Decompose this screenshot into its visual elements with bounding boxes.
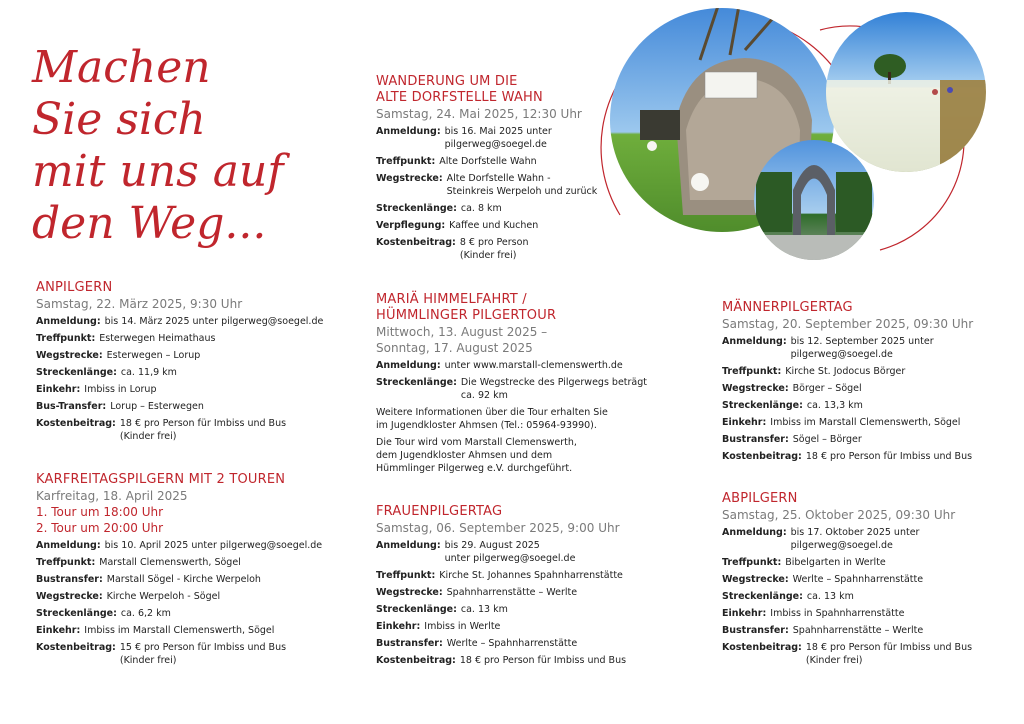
detail-label: Einkehr:: [722, 608, 767, 619]
detail-row: [376, 620, 676, 633]
headline-line: mit uns auf: [32, 146, 284, 197]
detail-row: [722, 399, 1012, 412]
tour-time: 1. Tour um 18:00 Uhr: [36, 505, 164, 519]
detail-row: [376, 236, 616, 262]
info-paragraph: [376, 436, 666, 475]
event-title: MÄNNERPILGERTAG: [722, 300, 853, 315]
detail-row: [36, 590, 346, 603]
event-title: ANPILGERN: [36, 280, 113, 295]
detail-row: [376, 155, 616, 168]
detail-row: [36, 417, 336, 443]
detail-label: Wegstrecke:: [722, 383, 789, 394]
detail-row: [36, 624, 346, 637]
detail-label: Streckenlänge:: [376, 203, 457, 214]
detail-value: bis 14. März 2025 unter pilgerweg@soegel.de: [104, 316, 324, 327]
detail-row: [36, 539, 346, 552]
detail-label: Streckenlänge:: [722, 400, 803, 411]
detail-label: Bustransfer:: [722, 434, 789, 445]
detail-value: Marstall Sögel - Kirche Werpeloh: [106, 574, 261, 585]
event-date: Samstag, 06. September 2025, 9:00 Uhr: [376, 521, 620, 535]
detail-value: Esterwegen – Lorup: [106, 350, 201, 361]
detail-label: Streckenlänge:: [376, 377, 457, 388]
detail-row: [722, 382, 1012, 395]
detail-value: ca. 13 km: [460, 604, 508, 615]
detail-row: [722, 365, 1012, 378]
info-line: Die Tour wird vom Marstall Clemenswerth,: [376, 437, 577, 448]
detail-label: Treffpunkt:: [376, 570, 436, 581]
detail-value: Börger – Sögel: [792, 383, 862, 394]
detail-value: Imbiss in Werlte: [424, 621, 501, 632]
event-frauen: [376, 504, 676, 671]
detail-label: Streckenlänge:: [36, 608, 117, 619]
event-date: Samstag, 22. März 2025, 9:30 Uhr: [36, 297, 243, 311]
detail-row: [36, 556, 346, 569]
detail-label: Bustransfer:: [722, 625, 789, 636]
detail-label: Treffpunkt:: [722, 557, 782, 568]
detail-row: [376, 172, 616, 198]
event-title: HÜMMLINGER PILGERTOUR: [376, 308, 557, 323]
detail-value: Kaffee und Kuchen: [449, 220, 539, 231]
detail-value: 15 € pro Person für Imbiss und Bus: [119, 642, 287, 653]
detail-row: [376, 654, 676, 667]
info-line: dem Jugendkloster Ahmsen und dem: [376, 450, 553, 461]
detail-label: Anmeldung:: [722, 336, 787, 347]
detail-row: [722, 624, 1012, 637]
detail-label: Wegstrecke:: [722, 574, 789, 585]
red-arc-right: [820, 26, 964, 250]
detail-value: 8 € pro Person: [459, 237, 529, 248]
detail-row: [722, 450, 1012, 463]
detail-value: Imbiss in Lorup: [84, 384, 157, 395]
event-date: Karfreitag, 18. April 2025: [36, 489, 188, 503]
detail-row: [376, 539, 676, 565]
info-line: Weitere Informationen über die Tour erhalten Sie: [376, 407, 608, 418]
detail-value: Werlte – Spahnharrenstätte: [792, 574, 924, 585]
detail-row: [722, 526, 1012, 552]
detail-label: Kostenbeitrag:: [376, 237, 456, 248]
headline-line: Sie sich: [32, 94, 206, 145]
detail-row: [722, 590, 1012, 603]
detail-value: Alte Dorfstelle Wahn -: [446, 173, 551, 184]
detail-row: [722, 573, 1012, 586]
detail-label: Kostenbeitrag:: [36, 418, 116, 429]
detail-value: 18 € pro Person für Imbiss und Bus: [119, 418, 287, 429]
detail-value: pilgerweg@soegel.de: [444, 139, 547, 150]
detail-value: Kirche St. Jodocus Börger: [785, 366, 906, 377]
headline-line: Machen: [32, 42, 211, 93]
detail-row: [376, 603, 676, 616]
detail-value: Die Wegstrecke des Pilgerwegs beträgt: [460, 377, 648, 388]
detail-row: [376, 219, 616, 232]
detail-row: [722, 607, 1012, 620]
event-title: FRAUENPILGERTAG: [376, 504, 503, 519]
detail-row: [722, 433, 1012, 446]
event-wahn: [376, 74, 616, 266]
headline: [32, 42, 332, 250]
red-arc-left: [601, 18, 842, 215]
detail-value: (Kinder frei): [119, 431, 177, 442]
detail-value: Spahnharrenstätte – Werlte: [446, 587, 578, 598]
event-title: MARIÄ HIMMELFAHRT /: [376, 292, 527, 307]
detail-label: Verpflegung:: [376, 220, 446, 231]
detail-row: [36, 400, 336, 413]
detail-label: Wegstrecke:: [36, 350, 103, 361]
info-line: Hümmlinger Pilgerweg e.V. durchgeführt.: [376, 463, 573, 474]
detail-value: Kirche Werpeloh - Sögel: [106, 591, 221, 602]
detail-value: ca. 13,3 km: [806, 400, 863, 411]
detail-value: bis 10. April 2025 unter pilgerweg@soegel.de: [104, 540, 323, 551]
detail-label: Kostenbeitrag:: [36, 642, 116, 653]
event-karfreitag: [36, 472, 346, 671]
event-anpilgern: [36, 280, 336, 447]
detail-value: 18 € pro Person für Imbiss und Bus: [805, 451, 973, 462]
detail-label: Streckenlänge:: [376, 604, 457, 615]
event-himmelfahrt: [376, 292, 666, 479]
detail-label: Wegstrecke:: [36, 591, 103, 602]
info-paragraph: [376, 406, 666, 432]
detail-value: Imbiss in Spahnharrenstätte: [770, 608, 905, 619]
detail-value: ca. 8 km: [460, 203, 502, 214]
detail-value: Imbiss im Marstall Clemenswerth, Sögel: [770, 417, 961, 428]
detail-label: Wegstrecke:: [376, 587, 443, 598]
detail-row: [722, 556, 1012, 569]
detail-value: (Kinder frei): [459, 250, 517, 261]
detail-label: Anmeldung:: [36, 540, 101, 551]
event-date: Samstag, 24. Mai 2025, 12:30 Uhr: [376, 107, 582, 121]
detail-row: [376, 569, 676, 582]
detail-label: Kostenbeitrag:: [722, 451, 802, 462]
headline-line: den Weg...: [32, 198, 267, 249]
detail-value: Imbiss im Marstall Clemenswerth, Sögel: [84, 625, 275, 636]
detail-label: Anmeldung:: [376, 540, 441, 551]
gothic-arch-photo: [750, 135, 880, 265]
tour-time: 2. Tour um 20:00 Uhr: [36, 521, 164, 535]
detail-value: Spahnharrenstätte – Werlte: [792, 625, 924, 636]
detail-row: [376, 202, 616, 215]
detail-label: Anmeldung:: [722, 527, 787, 538]
detail-row: [36, 573, 346, 586]
detail-value: (Kinder frei): [805, 655, 863, 666]
detail-label: Einkehr:: [722, 417, 767, 428]
detail-row: [722, 416, 1012, 429]
event-title: ALTE DORFSTELLE WAHN: [376, 90, 543, 105]
detail-value: Marstall Clemenswerth, Sögel: [99, 557, 241, 568]
detail-row: [722, 641, 1012, 667]
detail-value: bis 12. September 2025 unter: [790, 336, 934, 347]
flower-meadow-photo: [820, 10, 990, 180]
detail-value: Steinkreis Werpeloh und zurück: [446, 186, 598, 197]
detail-value: ca. 13 km: [806, 591, 854, 602]
detail-label: Anmeldung:: [376, 126, 441, 137]
detail-row: [36, 607, 346, 620]
detail-value: bis 29. August 2025: [444, 540, 540, 551]
detail-value: 18 € pro Person für Imbiss und Bus: [459, 655, 627, 666]
event-abpilgern: [722, 491, 1012, 671]
detail-value: ca. 92 km: [460, 390, 508, 401]
detail-row: [376, 376, 666, 402]
detail-value: 18 € pro Person für Imbiss und Bus: [805, 642, 973, 653]
detail-value: Kirche St. Johannes Spahnharrenstätte: [439, 570, 623, 581]
detail-label: Streckenlänge:: [36, 367, 117, 378]
detail-label: Treffpunkt:: [376, 156, 436, 167]
detail-label: Wegstrecke:: [376, 173, 443, 184]
detail-label: Kostenbeitrag:: [376, 655, 456, 666]
detail-value: ca. 11,9 km: [120, 367, 177, 378]
detail-value: ca. 6,2 km: [120, 608, 171, 619]
stone-monument-photo: [600, 0, 850, 240]
event-title: ABPILGERN: [722, 491, 798, 506]
detail-value: pilgerweg@soegel.de: [790, 540, 893, 551]
event-maenner: [722, 300, 1012, 467]
detail-value: Esterwegen Heimathaus: [99, 333, 216, 344]
detail-label: Anmeldung:: [376, 360, 441, 371]
detail-value: unter www.marstall-clemenswerth.de: [444, 360, 623, 371]
event-date: Sonntag, 17. August 2025: [376, 341, 533, 355]
detail-value: unter pilgerweg@soegel.de: [444, 553, 576, 564]
detail-label: Einkehr:: [376, 621, 421, 632]
detail-row: [376, 586, 676, 599]
detail-label: Einkehr:: [36, 384, 81, 395]
detail-label: Treffpunkt:: [36, 333, 96, 344]
detail-value: bis 17. Oktober 2025 unter: [790, 527, 920, 538]
detail-row: [376, 125, 616, 151]
detail-row: [36, 349, 336, 362]
detail-label: Einkehr:: [36, 625, 81, 636]
event-title: WANDERUNG UM DIE: [376, 74, 518, 89]
event-title: KARFREITAGSPILGERN MIT 2 TOUREN: [36, 472, 286, 487]
detail-label: Anmeldung:: [36, 316, 101, 327]
detail-value: bis 16. Mai 2025 unter: [444, 126, 552, 137]
detail-value: pilgerweg@soegel.de: [790, 349, 893, 360]
detail-value: Lorup – Esterwegen: [110, 401, 204, 412]
detail-label: Treffpunkt:: [722, 366, 782, 377]
detail-label: Bustransfer:: [376, 638, 443, 649]
detail-row: [36, 332, 336, 345]
detail-row: [36, 366, 336, 379]
detail-label: Bustransfer:: [36, 574, 103, 585]
detail-value: (Kinder frei): [119, 655, 177, 666]
detail-label: Streckenlänge:: [722, 591, 803, 602]
detail-value: Alte Dorfstelle Wahn: [439, 156, 537, 167]
detail-row: [36, 641, 346, 667]
info-line: im Jugendkloster Ahmsen (Tel.: 05964-93990).: [376, 420, 597, 431]
detail-label: Bus-Transfer:: [36, 401, 107, 412]
detail-row: [722, 335, 1012, 361]
detail-label: Kostenbeitrag:: [722, 642, 802, 653]
detail-value: Bibelgarten in Werlte: [785, 557, 886, 568]
event-date: Samstag, 20. September 2025, 09:30 Uhr: [722, 317, 974, 331]
detail-row: [36, 383, 336, 396]
detail-row: [376, 359, 666, 372]
detail-value: Sögel – Börger: [792, 434, 862, 445]
detail-row: [36, 315, 336, 328]
event-date: Mittwoch, 13. August 2025 –: [376, 325, 548, 339]
detail-value: Werlte – Spahnharrenstätte: [446, 638, 578, 649]
event-date: Samstag, 25. Oktober 2025, 09:30 Uhr: [722, 508, 956, 522]
detail-row: [376, 637, 676, 650]
detail-label: Treffpunkt:: [36, 557, 96, 568]
